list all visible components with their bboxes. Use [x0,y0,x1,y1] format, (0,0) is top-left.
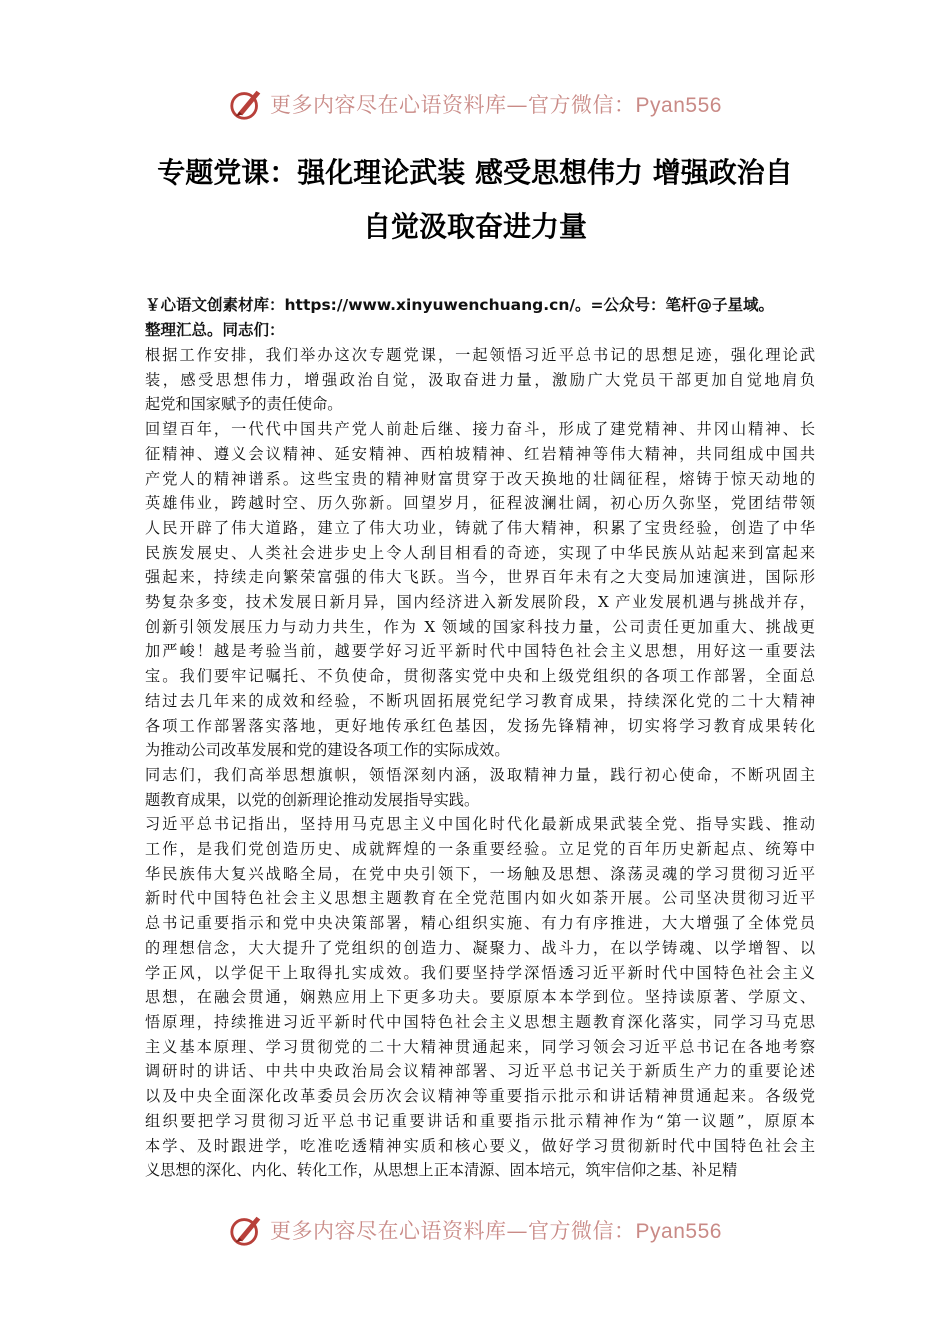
paragraph-line: 加严峻！越是考验当前，越要学好习近平新时代中国特色社会主义思想，用好这一重要法 [145,642,815,661]
paragraph-line: 工作，是我们党创造历史、成就辉煌的一条重要经验。立足党的百年历史新起点、统筹中 [145,840,815,859]
paragraph-line: 总书记重要指示和党中央决策部署，精心组织实施、有力有序推进，大大增强了全体党员 [145,914,815,933]
paragraph-line: 组织要把学习贯彻习近平总书记重要讲话和重要指示批示精神作为“第一议题”，原原本 [145,1111,815,1130]
paragraph-line: 以及中央全面深化改革委员会历次会议精神等重要指示批示和讲话精神贯通起来。各级党 [145,1087,815,1106]
wechat-id: Pyan556 [635,94,722,117]
paragraph-line: 人民开辟了伟大道路，建立了伟大功业，铸就了伟大精神，积累了宝贵经验，创造了中华 [145,518,815,537]
paragraph-line: 学正风，以学促干上取得扎实成效。我们要坚持学深悟透习近平新时代中国特色社会主义 [145,963,815,982]
paragraph-line: 民族发展史、人类社会进步史上令人刮目相看的奇迹，实现了中华民族从站起来到富起来 [145,543,815,562]
paragraph-line: 华民族伟大复兴战略全局，在党中央引领下，一场触及思想、涤荡灵魂的学习贯彻习近平 [145,864,815,883]
paragraph-line: 为推动公司改革发展和党的建设各项工作的实际成效。 [145,741,510,760]
paragraph-line: 英雄伟业，跨越时空、历久弥新。回望岁月，征程波澜壮阔，初心历久弥坚，党团结带领 [145,494,815,513]
paragraph-line: 征精神、遵义会议精神、延安精神、西柏坡精神、红岩精神等伟大精神，共同组成中国共 [145,444,815,463]
title-line: 专题党课：强化理论武装 感受思想伟力 增强政治自 [157,156,793,189]
paragraph-line: 新时代中国特色社会主义思想主题教育在全党范围内如火如荼开展。公司坚决贯彻习近平 [145,889,815,908]
source-line: ￥心语文创素材库：https://www.xinyuwenchuang.cn/。=公众号：笔杆@子星域。 [145,296,775,314]
paragraph-line: 同志们，我们高举思想旗帜，领悟深刻内涵，汲取精神力量，践行初心使命，不断巩固主 [145,765,815,784]
quill-pen-seal-icon [228,85,266,123]
paragraph-line: 起党和国家赋予的责任使命。 [145,395,343,414]
paragraph-line: 调研时的讲话、中共中央政治局会议精神部署、习近平总书记关于新质生产力的重要论述 [145,1062,815,1081]
paragraph-line: 悟原理，持续推进习近平新时代中国特色社会主义思想主题教育深化落实，同学习马克思 [145,1012,815,1031]
wechat-id: Pyan556 [635,1220,722,1243]
paragraph-line: 创新引领发展压力与动力共生，作为 X 领域的国家科技力量，公司责任更加重大、挑战更 [145,617,815,636]
paragraph-line: 各项工作部署落实落地，更好地传承红色基因，发扬先锋精神，切实将学习教育成果转化 [145,716,815,735]
paragraph-line: 回望百年，一代代中国共产党人前赴后继、接力奋斗，形成了建党精神、井冈山精神、长 [145,420,815,439]
paragraph-line: 装，感受思想伟力，增强政治自觉，汲取奋进力量，激励广大党员干部更加自觉地肩负 [145,370,815,389]
source-line: 整理汇总。同志们： [145,321,285,339]
paragraph-line: 宝。我们要牢记嘱托、不负使命，贯彻落实党中央和上级党组织的各项工作部署，全面总 [145,667,815,686]
paragraph-line: 主义基本原理、学习贯彻党的二十大精神贯通起来，同学习领会习近平总书记在各地考察 [145,1037,815,1056]
paragraph-line: 义思想的深化、内化、转化工作，从思想上正本清源、固本培元，筑牢信仰之基、补足精 [145,1161,738,1180]
footer-watermark-banner [0,1208,950,1252]
header-watermark-banner [0,82,950,126]
paragraph-line: 根据工作安排，我们举办这次专题党课，一起领悟习近平总书记的思想足迹，强化理论武 [145,346,815,364]
title-line: 自觉汲取奋进力量 [362,210,587,243]
paragraph-line: 的理想信念，大大提升了党组织的创造力、凝聚力、战斗力，在以学铸魂、以学增智、以 [145,938,815,957]
paragraph-line: 势复杂多变，技术发展日新月异，国内经济进入新发展阶段，X 产业发展机遇与挑战并存， [145,593,815,612]
source-note [145,293,815,343]
paragraph-line: 题教育成果，以党的创新理论推动发展指导实践。 [145,790,480,809]
paragraph-line: 强起来，持续走向繁荣富强的伟大飞跃。当今，世界百年未有之大变局加速演进，国际形 [145,568,815,587]
paragraph-line: 结过去几年来的成效和经验，不断巩固拓展党纪学习教育成果，持续深化党的二十大精神 [145,691,815,710]
paragraph-line: 思想，在融会贯通，娴熟应用上下更多功夫。要原原本本学到位。坚持读原著、学原文、 [145,988,815,1007]
banner-text: 更多内容尽在心语资料库—官方微信：Pyan556 [270,93,722,117]
paragraph-line: 习近平总书记指出，坚持用马克思主义中国化时代化最新成果武装全党、指导实践、推动 [145,815,815,834]
quill-pen-seal-icon [228,1211,266,1249]
article-body [145,343,815,1183]
banner-text: 更多内容尽在心语资料库—官方微信：Pyan556 [270,1219,722,1243]
page-title [110,146,840,254]
paragraph-line: 产党人的精神谱系。这些宝贵的精神财富贯穿于改天换地的壮阔征程，熔铸于惊天动地的 [145,469,815,488]
paragraph-line: 本学、及时跟进学，吃准吃透精神实质和核心要义，做好学习贯彻新时代中国特色社会主 [145,1136,815,1155]
